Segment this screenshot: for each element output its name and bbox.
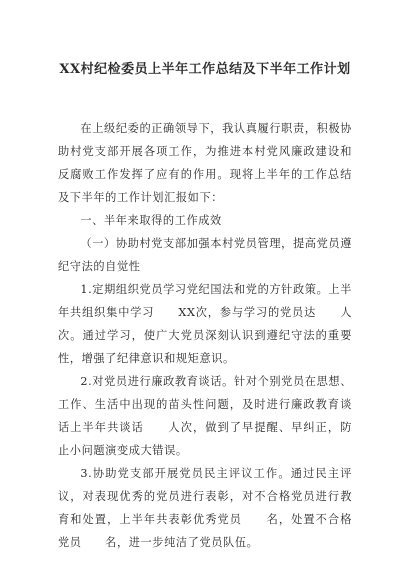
intro-paragraph: 在上级纪委的正确领导下，我认真履行职责，积极协助村党支部开展各项工作，为推进本村党风廉政建设和反腐败工作发挥了应有的作用。现将上半年的工作总结及下半年的工作计划汇报如下： (58, 122, 352, 204)
body-paragraph-2: 2.对党员进行廉政教育谈话。针对个别党员在思想、工作、生活中出现的苗头性问题，及时进行廉政教育谈话上半年共谈话 人次，做到了早提醒、早纠正，防止小问题演变成大错误。 (58, 375, 352, 457)
subsection-heading: （一）协助村党支部加强本村党员管理，提高党员遵纪守法的自觉性 (58, 237, 352, 273)
body-paragraph-1: 1.定期组织党员学习党纪国法和党的方针政策。上半年共组织集中学习 XX次，参与学习的党员达 人次。通过学习，使广大党员深刻认识到遵纪守法的重要性，增强了纪律意识和规矩意识。 (58, 283, 352, 365)
document-body (58, 117, 352, 554)
section-heading: 一、半年来取得的工作成效 (80, 214, 222, 227)
body-paragraph-3: 3.协助党支部开展党员民主评议工作。通过民主评议，对表现优秀的党员进行表彰，对不合格党员进行教育和处置，上半年共表彰优秀党员 名，处置不合格党员 名，进一步纯洁了党员队伍。 (58, 467, 352, 549)
document-title: XX村纪检委员上半年工作总结及下半年工作计划 (59, 62, 351, 77)
